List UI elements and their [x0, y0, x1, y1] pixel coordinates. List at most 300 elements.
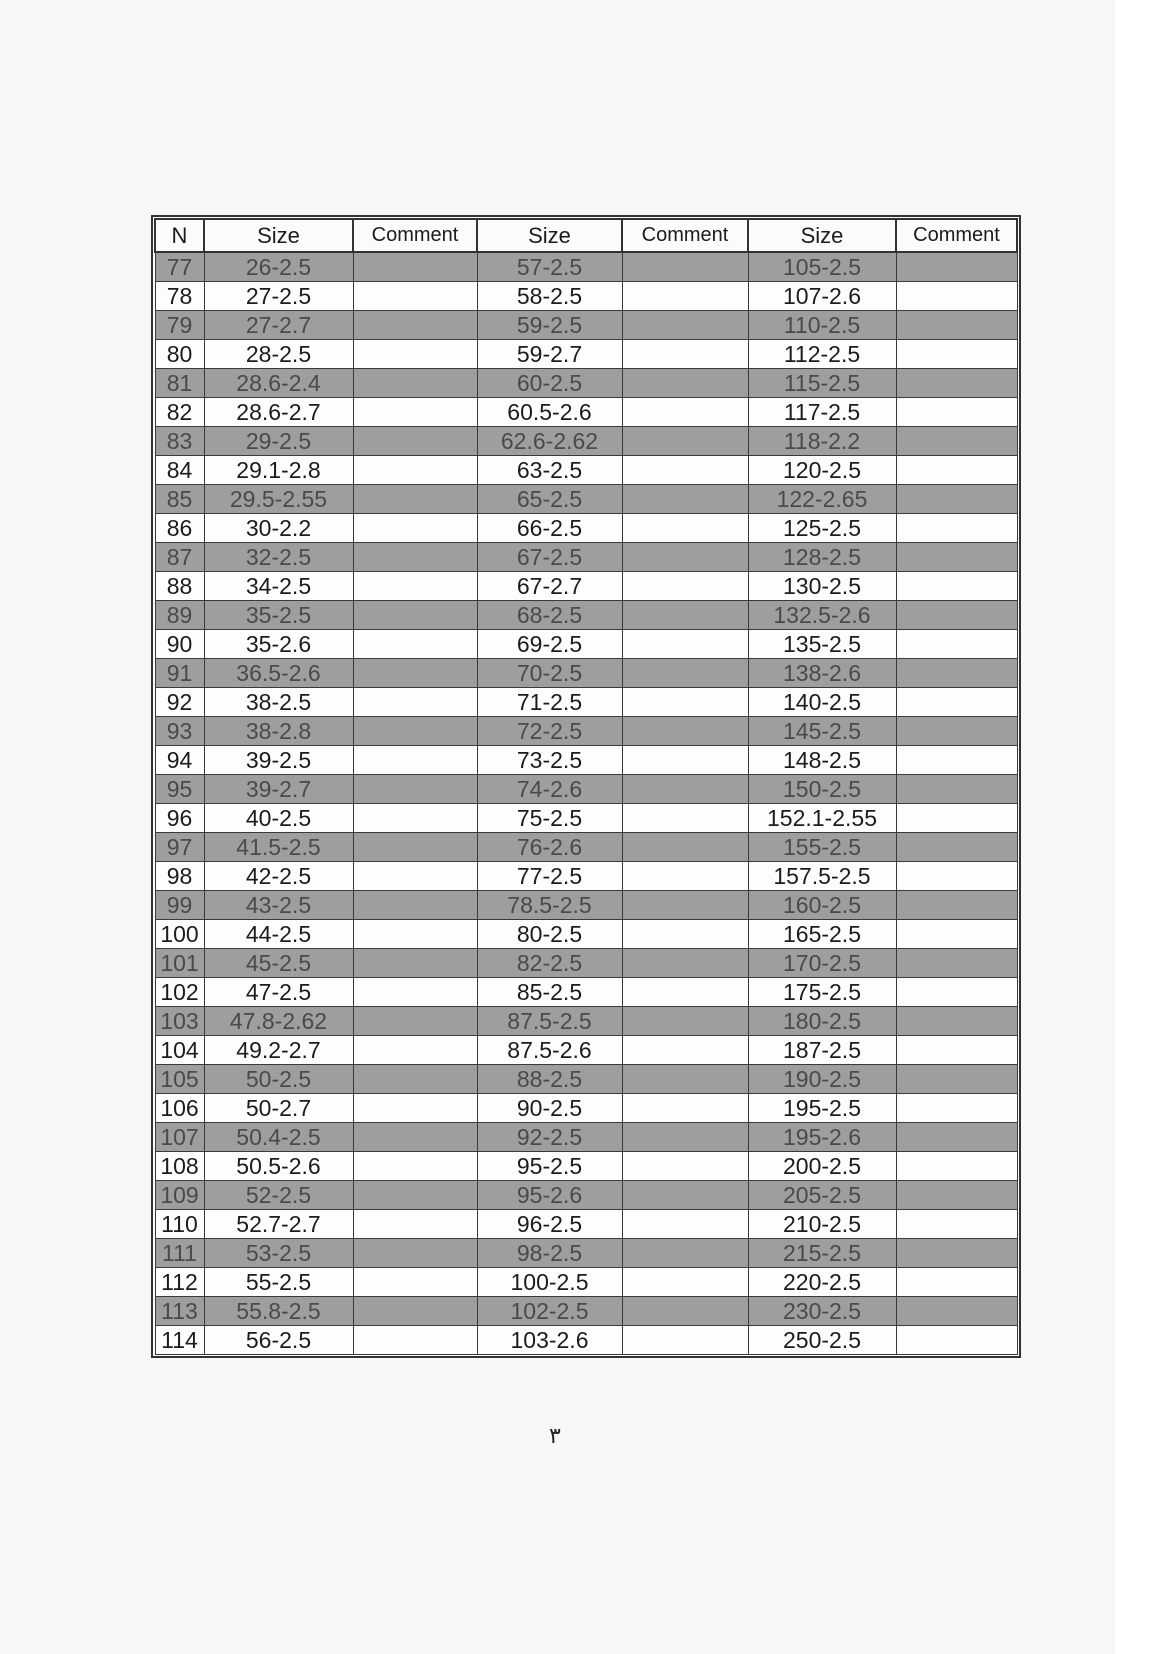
cell-size-2: 59-2.5: [477, 311, 622, 340]
cell-comment-1: [353, 311, 477, 340]
cell-comment-3: [896, 514, 1017, 543]
cell-n: 88: [155, 572, 204, 601]
header-size-3: Size: [748, 219, 896, 252]
cell-size-2: 92-2.5: [477, 1123, 622, 1152]
cell-size-2: 96-2.5: [477, 1210, 622, 1239]
cell-comment-1: [353, 543, 477, 572]
cell-n: 95: [155, 775, 204, 804]
cell-comment-1: [353, 630, 477, 659]
cell-comment-2: [622, 630, 748, 659]
cell-comment-2: [622, 1297, 748, 1326]
cell-n: 101: [155, 949, 204, 978]
cell-comment-2: [622, 456, 748, 485]
cell-n: 110: [155, 1210, 204, 1239]
cell-size-1: 36.5-2.6: [204, 659, 353, 688]
cell-size-2: 67-2.5: [477, 543, 622, 572]
cell-size-2: 67-2.7: [477, 572, 622, 601]
cell-size-3: 117-2.5: [748, 398, 896, 427]
table-row: [155, 1181, 1017, 1210]
cell-comment-2: [622, 601, 748, 630]
cell-n: 85: [155, 485, 204, 514]
cell-comment-3: [896, 485, 1017, 514]
cell-n: 86: [155, 514, 204, 543]
cell-comment-2: [622, 1094, 748, 1123]
cell-size-1: 52-2.5: [204, 1181, 353, 1210]
cell-comment-3: [896, 1065, 1017, 1094]
page-edge: [1115, 0, 1170, 1654]
cell-size-2: 63-2.5: [477, 456, 622, 485]
cell-n: 90: [155, 630, 204, 659]
cell-n: 84: [155, 456, 204, 485]
cell-size-1: 30-2.2: [204, 514, 353, 543]
cell-comment-3: [896, 978, 1017, 1007]
cell-comment-2: [622, 514, 748, 543]
sizes-table: [154, 218, 1018, 1355]
cell-size-3: 125-2.5: [748, 514, 896, 543]
cell-size-3: 155-2.5: [748, 833, 896, 862]
cell-size-2: 88-2.5: [477, 1065, 622, 1094]
cell-comment-2: [622, 485, 748, 514]
table-row: [155, 311, 1017, 340]
cell-size-2: 65-2.5: [477, 485, 622, 514]
cell-size-2: 95-2.6: [477, 1181, 622, 1210]
cell-size-2: 71-2.5: [477, 688, 622, 717]
cell-comment-3: [896, 1268, 1017, 1297]
cell-comment-1: [353, 833, 477, 862]
cell-size-2: 73-2.5: [477, 746, 622, 775]
cell-n: 87: [155, 543, 204, 572]
cell-size-2: 85-2.5: [477, 978, 622, 1007]
cell-size-3: 105-2.5: [748, 252, 896, 282]
cell-comment-3: [896, 456, 1017, 485]
cell-comment-2: [622, 891, 748, 920]
cell-size-3: 170-2.5: [748, 949, 896, 978]
cell-comment-1: [353, 862, 477, 891]
cell-size-3: 200-2.5: [748, 1152, 896, 1181]
cell-size-1: 45-2.5: [204, 949, 353, 978]
cell-comment-1: [353, 1036, 477, 1065]
cell-comment-1: [353, 369, 477, 398]
cell-comment-2: [622, 1239, 748, 1268]
cell-comment-1: [353, 456, 477, 485]
cell-comment-1: [353, 1268, 477, 1297]
cell-size-3: 187-2.5: [748, 1036, 896, 1065]
cell-comment-1: [353, 1094, 477, 1123]
cell-size-2: 62.6-2.62: [477, 427, 622, 456]
sizes-table-frame: [151, 215, 1021, 1358]
table-row: [155, 688, 1017, 717]
cell-n: 111: [155, 1239, 204, 1268]
cell-size-1: 55-2.5: [204, 1268, 353, 1297]
cell-comment-3: [896, 1036, 1017, 1065]
cell-comment-3: [896, 369, 1017, 398]
cell-size-3: 112-2.5: [748, 340, 896, 369]
cell-size-3: 195-2.6: [748, 1123, 896, 1152]
cell-size-3: 107-2.6: [748, 282, 896, 311]
cell-comment-1: [353, 1181, 477, 1210]
table-body: [155, 252, 1017, 1355]
table-row: [155, 369, 1017, 398]
cell-comment-1: [353, 1152, 477, 1181]
cell-size-3: 215-2.5: [748, 1239, 896, 1268]
cell-comment-3: [896, 688, 1017, 717]
table-row: [155, 746, 1017, 775]
cell-comment-2: [622, 340, 748, 369]
cell-size-3: 160-2.5: [748, 891, 896, 920]
table-row: [155, 1065, 1017, 1094]
cell-size-1: 29.1-2.8: [204, 456, 353, 485]
cell-size-1: 52.7-2.7: [204, 1210, 353, 1239]
cell-size-2: 57-2.5: [477, 252, 622, 282]
cell-comment-1: [353, 514, 477, 543]
cell-size-3: 157.5-2.5: [748, 862, 896, 891]
cell-comment-2: [622, 427, 748, 456]
cell-comment-3: [896, 833, 1017, 862]
cell-n: 99: [155, 891, 204, 920]
cell-comment-3: [896, 252, 1017, 282]
cell-n: 113: [155, 1297, 204, 1326]
cell-n: 96: [155, 804, 204, 833]
cell-size-1: 50.5-2.6: [204, 1152, 353, 1181]
cell-comment-1: [353, 1297, 477, 1326]
cell-comment-2: [622, 1181, 748, 1210]
cell-size-2: 70-2.5: [477, 659, 622, 688]
cell-comment-1: [353, 659, 477, 688]
header-n: N: [155, 219, 204, 252]
cell-comment-3: [896, 398, 1017, 427]
table-row: [155, 485, 1017, 514]
cell-n: 82: [155, 398, 204, 427]
cell-size-3: 115-2.5: [748, 369, 896, 398]
cell-comment-1: [353, 485, 477, 514]
table-row: [155, 572, 1017, 601]
cell-size-1: 29-2.5: [204, 427, 353, 456]
cell-size-3: 138-2.6: [748, 659, 896, 688]
cell-size-3: 140-2.5: [748, 688, 896, 717]
cell-size-1: 49.2-2.7: [204, 1036, 353, 1065]
cell-comment-2: [622, 252, 748, 282]
cell-size-1: 34-2.5: [204, 572, 353, 601]
cell-size-1: 50-2.5: [204, 1065, 353, 1094]
table-row: [155, 1268, 1017, 1297]
cell-size-1: 39-2.5: [204, 746, 353, 775]
table-row: [155, 978, 1017, 1007]
cell-size-2: 68-2.5: [477, 601, 622, 630]
table-row: [155, 833, 1017, 862]
cell-comment-3: [896, 1297, 1017, 1326]
table-row: [155, 949, 1017, 978]
cell-size-3: 195-2.5: [748, 1094, 896, 1123]
cell-comment-1: [353, 252, 477, 282]
cell-comment-2: [622, 804, 748, 833]
cell-comment-2: [622, 862, 748, 891]
cell-size-1: 26-2.5: [204, 252, 353, 282]
cell-comment-1: [353, 978, 477, 1007]
cell-size-1: 47.8-2.62: [204, 1007, 353, 1036]
cell-comment-3: [896, 804, 1017, 833]
cell-comment-1: [353, 601, 477, 630]
cell-n: 108: [155, 1152, 204, 1181]
cell-size-2: 80-2.5: [477, 920, 622, 949]
cell-size-2: 60-2.5: [477, 369, 622, 398]
cell-size-2: 102-2.5: [477, 1297, 622, 1326]
cell-comment-1: [353, 340, 477, 369]
cell-size-3: 110-2.5: [748, 311, 896, 340]
cell-comment-2: [622, 369, 748, 398]
cell-size-1: 56-2.5: [204, 1326, 353, 1355]
table-header-row: [155, 219, 1017, 252]
table-row: [155, 340, 1017, 369]
header-comment-3: Comment: [896, 219, 1017, 252]
table-row: [155, 456, 1017, 485]
cell-comment-3: [896, 862, 1017, 891]
cell-comment-1: [353, 282, 477, 311]
cell-size-2: 75-2.5: [477, 804, 622, 833]
cell-comment-3: [896, 601, 1017, 630]
table-row: [155, 1123, 1017, 1152]
cell-n: 78: [155, 282, 204, 311]
cell-comment-1: [353, 1239, 477, 1268]
cell-comment-2: [622, 978, 748, 1007]
cell-comment-3: [896, 1152, 1017, 1181]
table-row: [155, 659, 1017, 688]
cell-size-2: 69-2.5: [477, 630, 622, 659]
cell-size-1: 40-2.5: [204, 804, 353, 833]
cell-size-3: 175-2.5: [748, 978, 896, 1007]
cell-comment-1: [353, 804, 477, 833]
cell-comment-1: [353, 717, 477, 746]
cell-size-2: 103-2.6: [477, 1326, 622, 1355]
cell-n: 104: [155, 1036, 204, 1065]
cell-size-1: 47-2.5: [204, 978, 353, 1007]
cell-comment-2: [622, 1326, 748, 1355]
cell-comment-2: [622, 1123, 748, 1152]
cell-size-3: 220-2.5: [748, 1268, 896, 1297]
cell-n: 114: [155, 1326, 204, 1355]
cell-comment-1: [353, 1065, 477, 1094]
cell-comment-2: [622, 775, 748, 804]
cell-comment-2: [622, 543, 748, 572]
cell-n: 112: [155, 1268, 204, 1297]
cell-n: 106: [155, 1094, 204, 1123]
cell-comment-3: [896, 717, 1017, 746]
header-comment-2: Comment: [622, 219, 748, 252]
cell-n: 79: [155, 311, 204, 340]
cell-size-2: 87.5-2.5: [477, 1007, 622, 1036]
table-row: [155, 920, 1017, 949]
cell-size-2: 66-2.5: [477, 514, 622, 543]
cell-size-1: 27-2.5: [204, 282, 353, 311]
cell-size-3: 150-2.5: [748, 775, 896, 804]
table-row: [155, 514, 1017, 543]
cell-size-1: 41.5-2.5: [204, 833, 353, 862]
cell-size-3: 180-2.5: [748, 1007, 896, 1036]
cell-size-3: 165-2.5: [748, 920, 896, 949]
cell-comment-2: [622, 1152, 748, 1181]
table-row: [155, 862, 1017, 891]
cell-size-3: 152.1-2.55: [748, 804, 896, 833]
table-row: [155, 804, 1017, 833]
cell-n: 81: [155, 369, 204, 398]
cell-size-1: 50-2.7: [204, 1094, 353, 1123]
cell-comment-3: [896, 1181, 1017, 1210]
cell-n: 107: [155, 1123, 204, 1152]
cell-n: 100: [155, 920, 204, 949]
cell-size-1: 38-2.8: [204, 717, 353, 746]
cell-comment-3: [896, 311, 1017, 340]
cell-comment-3: [896, 1239, 1017, 1268]
cell-size-2: 74-2.6: [477, 775, 622, 804]
cell-comment-2: [622, 717, 748, 746]
cell-comment-3: [896, 746, 1017, 775]
cell-size-3: 145-2.5: [748, 717, 896, 746]
cell-comment-1: [353, 775, 477, 804]
cell-n: 93: [155, 717, 204, 746]
cell-n: 77: [155, 252, 204, 282]
cell-size-2: 59-2.7: [477, 340, 622, 369]
table-row: [155, 717, 1017, 746]
cell-comment-2: [622, 398, 748, 427]
cell-size-1: 42-2.5: [204, 862, 353, 891]
cell-comment-1: [353, 920, 477, 949]
cell-size-3: 210-2.5: [748, 1210, 896, 1239]
cell-size-2: 82-2.5: [477, 949, 622, 978]
table-row: [155, 1297, 1017, 1326]
table-row: [155, 282, 1017, 311]
cell-n: 91: [155, 659, 204, 688]
cell-size-3: 122-2.65: [748, 485, 896, 514]
cell-comment-1: [353, 891, 477, 920]
table-row: [155, 543, 1017, 572]
cell-size-1: 29.5-2.55: [204, 485, 353, 514]
cell-comment-1: [353, 746, 477, 775]
cell-size-3: 230-2.5: [748, 1297, 896, 1326]
cell-comment-3: [896, 891, 1017, 920]
table-row: [155, 1326, 1017, 1355]
cell-comment-3: [896, 1123, 1017, 1152]
cell-size-1: 35-2.6: [204, 630, 353, 659]
header-size-2: Size: [477, 219, 622, 252]
cell-comment-3: [896, 340, 1017, 369]
cell-comment-2: [622, 1268, 748, 1297]
table-row: [155, 630, 1017, 659]
cell-size-1: 32-2.5: [204, 543, 353, 572]
cell-size-1: 27-2.7: [204, 311, 353, 340]
cell-size-2: 100-2.5: [477, 1268, 622, 1297]
cell-size-2: 78.5-2.5: [477, 891, 622, 920]
table-row: [155, 1239, 1017, 1268]
cell-size-1: 35-2.5: [204, 601, 353, 630]
table-row: [155, 427, 1017, 456]
table-row: [155, 891, 1017, 920]
cell-size-3: 250-2.5: [748, 1326, 896, 1355]
cell-comment-2: [622, 659, 748, 688]
cell-comment-2: [622, 833, 748, 862]
cell-comment-2: [622, 311, 748, 340]
cell-size-3: 205-2.5: [748, 1181, 896, 1210]
cell-size-1: 55.8-2.5: [204, 1297, 353, 1326]
cell-comment-2: [622, 282, 748, 311]
cell-comment-1: [353, 1210, 477, 1239]
table-row: [155, 1007, 1017, 1036]
cell-size-2: 90-2.5: [477, 1094, 622, 1123]
cell-comment-1: [353, 949, 477, 978]
cell-comment-2: [622, 746, 748, 775]
cell-comment-1: [353, 572, 477, 601]
cell-size-2: 87.5-2.6: [477, 1036, 622, 1065]
cell-size-3: 120-2.5: [748, 456, 896, 485]
cell-comment-3: [896, 1094, 1017, 1123]
cell-comment-3: [896, 775, 1017, 804]
cell-size-1: 28.6-2.4: [204, 369, 353, 398]
cell-size-3: 132.5-2.6: [748, 601, 896, 630]
cell-comment-1: [353, 688, 477, 717]
cell-n: 103: [155, 1007, 204, 1036]
cell-size-1: 44-2.5: [204, 920, 353, 949]
cell-comment-3: [896, 630, 1017, 659]
table-row: [155, 601, 1017, 630]
table-row: [155, 398, 1017, 427]
cell-comment-2: [622, 1065, 748, 1094]
header-comment-1: Comment: [353, 219, 477, 252]
cell-comment-3: [896, 949, 1017, 978]
cell-comment-3: [896, 1007, 1017, 1036]
cell-comment-2: [622, 688, 748, 717]
cell-size-3: 148-2.5: [748, 746, 896, 775]
cell-size-2: 72-2.5: [477, 717, 622, 746]
cell-comment-3: [896, 1326, 1017, 1355]
cell-comment-2: [622, 1036, 748, 1065]
cell-comment-1: [353, 1123, 477, 1152]
cell-size-2: 98-2.5: [477, 1239, 622, 1268]
cell-size-2: 77-2.5: [477, 862, 622, 891]
cell-size-2: 95-2.5: [477, 1152, 622, 1181]
cell-size-2: 60.5-2.6: [477, 398, 622, 427]
cell-comment-3: [896, 1210, 1017, 1239]
cell-size-1: 38-2.5: [204, 688, 353, 717]
cell-n: 89: [155, 601, 204, 630]
cell-size-2: 58-2.5: [477, 282, 622, 311]
table-row: [155, 775, 1017, 804]
cell-size-3: 135-2.5: [748, 630, 896, 659]
cell-size-1: 50.4-2.5: [204, 1123, 353, 1152]
table-row: [155, 1152, 1017, 1181]
cell-size-1: 28-2.5: [204, 340, 353, 369]
cell-comment-1: [353, 1326, 477, 1355]
cell-comment-1: [353, 398, 477, 427]
cell-n: 105: [155, 1065, 204, 1094]
page-number: ٣: [549, 1424, 561, 1449]
cell-n: 102: [155, 978, 204, 1007]
cell-n: 80: [155, 340, 204, 369]
cell-n: 98: [155, 862, 204, 891]
cell-size-3: 130-2.5: [748, 572, 896, 601]
cell-comment-1: [353, 427, 477, 456]
cell-comment-2: [622, 1210, 748, 1239]
table-row: [155, 1210, 1017, 1239]
cell-size-1: 43-2.5: [204, 891, 353, 920]
cell-comment-3: [896, 572, 1017, 601]
cell-comment-2: [622, 949, 748, 978]
cell-comment-1: [353, 1007, 477, 1036]
table-row: [155, 1036, 1017, 1065]
cell-size-2: 76-2.6: [477, 833, 622, 862]
cell-n: 83: [155, 427, 204, 456]
cell-comment-3: [896, 427, 1017, 456]
table-row: [155, 1094, 1017, 1123]
cell-n: 94: [155, 746, 204, 775]
cell-size-1: 28.6-2.7: [204, 398, 353, 427]
